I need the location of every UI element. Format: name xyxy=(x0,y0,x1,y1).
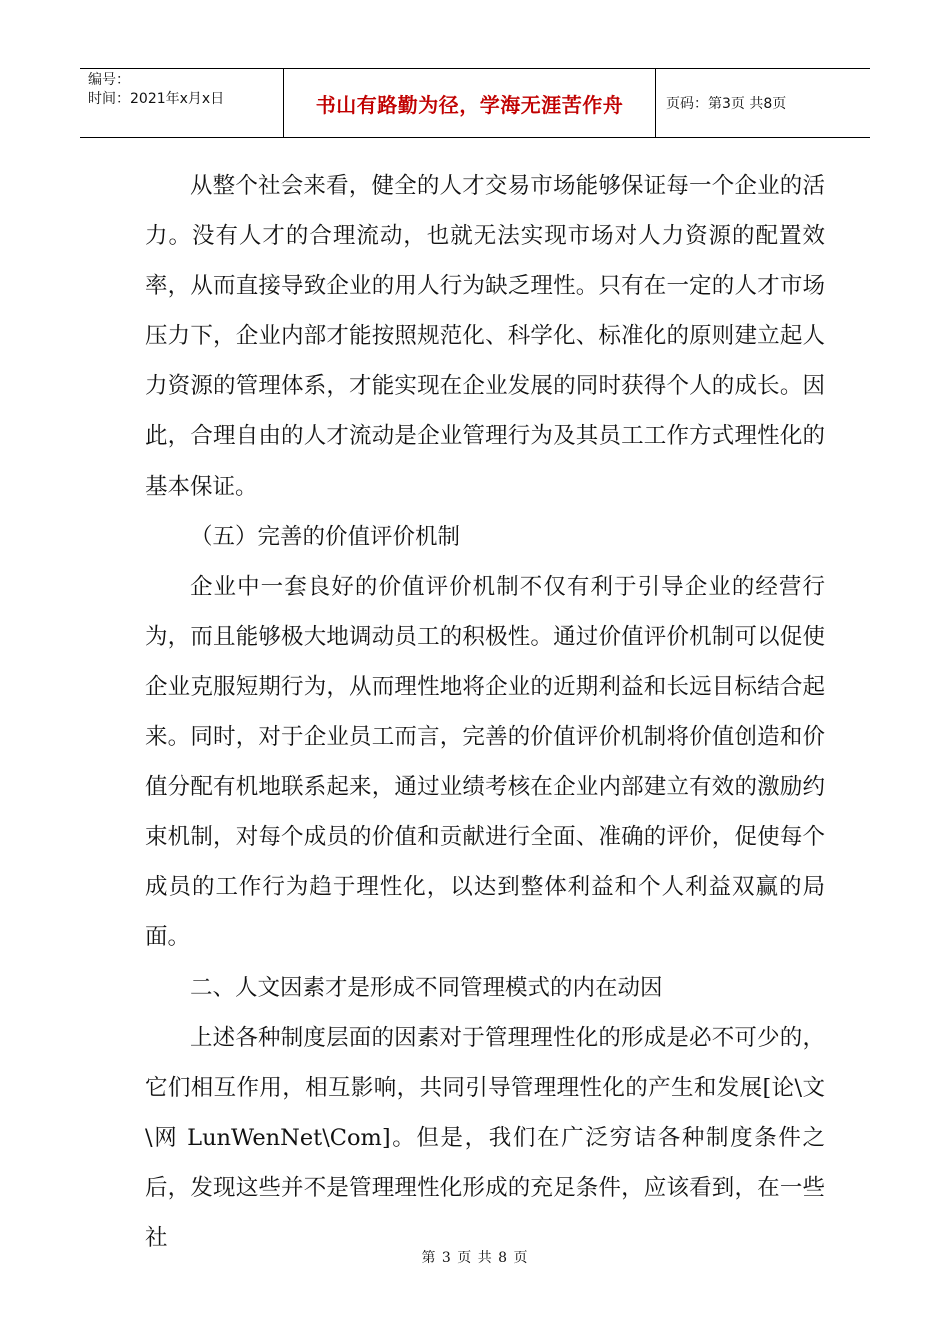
header-motto xyxy=(284,69,656,137)
page-header xyxy=(80,68,870,138)
paragraph: 企业中一套良好的价值评价机制不仅有利于引导企业的经营行为，而且能够极大地调动员工的积极性。通过价值评价机制可以促使企业克服短期行为，从而理性地将企业的近期利益和长远目标结合起来。同时，对于企业员工而言，完善的价值评价机制将价值创造和价值分配有机地联系起来，通过业绩考核在企业内部建立有效的激励约束机制，对每个成员的价值和贡献进行全面、准确的评价，促使每个成员的工作行为趋于理性化，以达到整体利益和个人利益双赢的局面。 xyxy=(145,573,825,951)
document-body xyxy=(145,161,825,1263)
paragraph: 上述各种制度层面的因素对于管理理性化的形成是必不可少的，它们相互作用，相互影响，共同引导管理理性化的产生和发展[论\文\网 LunWenNet\Com]。但是，我们在广泛穷诘各种制度条件之后，发现这些并不是管理理性化形成的充足条件，应该看到，在一些社 xyxy=(145,1024,825,1251)
motto-text: 书山有路勤为径，学海无涯苦作舟 xyxy=(315,92,624,117)
paragraph: 从整个社会来看，健全的人才交易市场能够保证每一个企业的活力。没有人才的合理流动，也就无法实现市场对人力资源的配置效率，从而直接导致企业的用人行为缺乏理性。只有在一定的人才市场压力下，企业内部才能按照规范化、科学化、标准化的原则建立起人力资源的管理体系，才能实现在企业发展的同时获得个人的成长。因此，合理自由的人才流动是企业管理行为及其员工工作方式理性化的基本保证。 xyxy=(145,173,825,500)
header-page-info xyxy=(656,69,870,137)
section-heading: 二、人文因素才是形成不同管理模式的内在动因 xyxy=(190,974,663,1001)
section-heading: （五）完善的价值评价机制 xyxy=(190,523,461,550)
document-date: 时间：2021年x月x日 xyxy=(88,91,225,107)
page-footer xyxy=(0,1247,950,1267)
page-info-text: 页码：第3页 共8页 xyxy=(666,96,787,112)
document-number-label: 编号： xyxy=(88,72,130,88)
header-meta xyxy=(80,69,284,137)
footer-page-number: 第 3 页 共 8 页 xyxy=(421,1250,529,1266)
